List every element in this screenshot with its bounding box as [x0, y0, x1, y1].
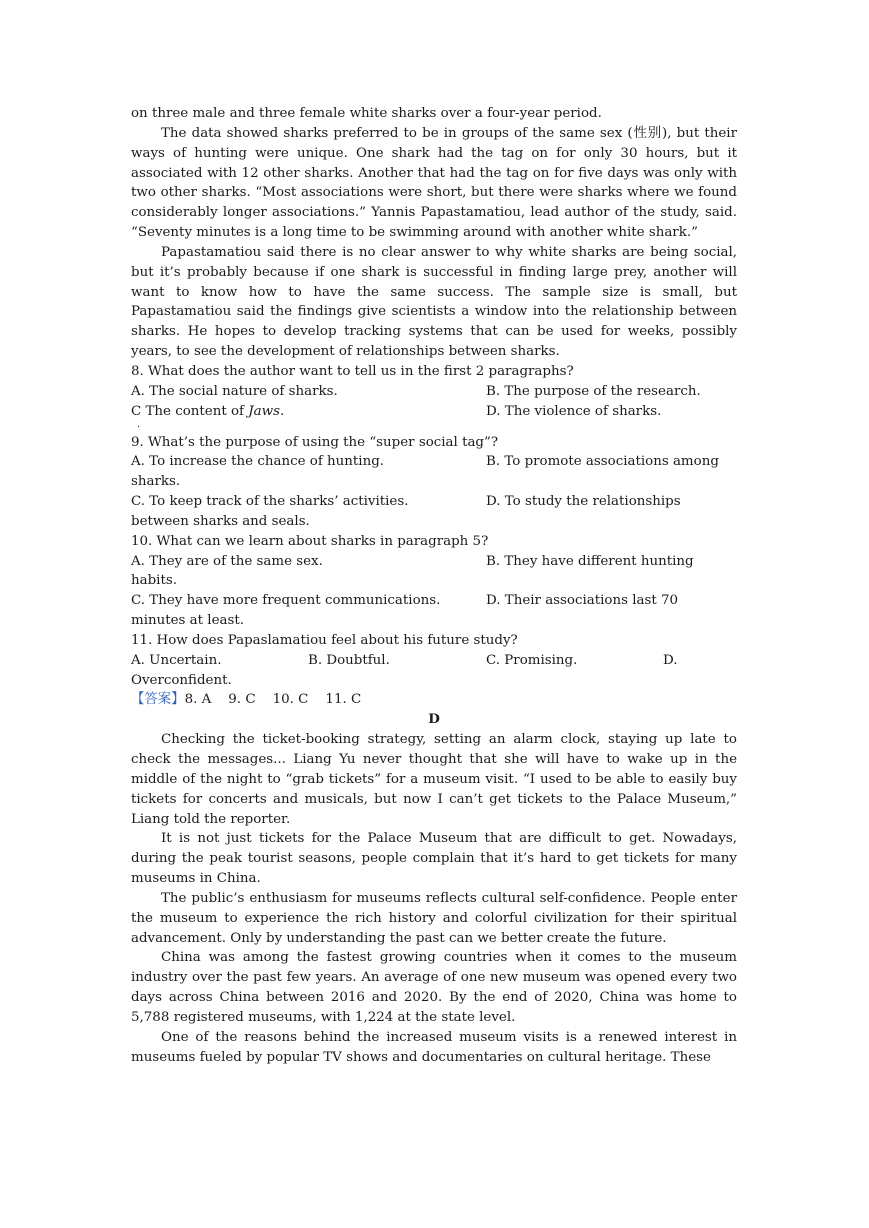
passage-d-paragraph: China was among the fastest growing countries when it comes to the museum industry over the past few years. An average of one new museum was opened every two days across China between 2016 and 2020. By the end of 2020, China was home to 5,788 registered museums, with 1,224 at the state level.: [131, 950, 737, 1025]
passage-c-continuation-line: on three male and three female white sharks over a four-year period.: [131, 106, 602, 121]
question-9-stem: 9. What’s the purpose of using the “super social tag”?: [131, 434, 499, 450]
question-11-stem: 11. How does Papaslamatiou feel about his future study?: [131, 632, 518, 648]
question-8-option-c: C The content of Jaws.: [131, 403, 285, 419]
passage-c-paragraph: Papastamatiou said there is no clear answer to why white sharks are being social, but it’s probably because if one shark is successful in finding large prey, another will want to know how to have the same success. The sample size is small, but Papastamatiou said the findings give scientists a window into the relationship between sharks. He hopes to develop tracking systems that can be used for weeks, possibly years, to see the development of relationships between sharks.: [131, 244, 737, 360]
question-8-stem: 8. What does the author want to tell us in the first 2 paragraphs?: [131, 363, 574, 379]
question-8-option-d: D. The violence of sharks.: [486, 403, 662, 419]
question-9-option-a: A. To increase the chance of hunting.: [131, 454, 385, 470]
question-11-option-c: C. Promising.: [486, 652, 578, 668]
stray-dot-mark: ·: [137, 421, 141, 433]
answer-key: [131, 690, 737, 710]
question-10-stem: 10. What can we learn about sharks in paragraph 5?: [131, 533, 489, 549]
question-10-options-row-2: [131, 591, 737, 611]
question-9-options-row-2: [131, 492, 737, 512]
document-page: [131, 104, 737, 1068]
question-11-option-b: B. Doubtful.: [308, 652, 390, 668]
question-9-option-d: D. To study the relationships: [486, 494, 681, 510]
question-9-option-b: B. To promote associations among: [486, 454, 719, 470]
question-8-options-row-2: [131, 402, 737, 422]
question-10-options-row-1: [131, 552, 737, 572]
passage-d-paragraph: It is not just tickets for the Palace Museum that are difficult to get. Nowadays, during the peak tourist seasons, people complain that it’s hard to get tickets for many museums in China.: [131, 831, 737, 887]
passage-d-paragraph: Checking the ticket-booking strategy, setting an alarm clock, staying up late to check the messages... Liang Yu never thought that she will have to wake up in the middle of the night to “grab tickets” for a museum visit. “I used to be able to easily buy tickets for concerts and musicals, but now I can’t get tickets to the Palace Museum,” Liang told the reporter.: [131, 732, 737, 827]
passage-d-paragraph: The public’s enthusiasm for museums reflects cultural self-confidence. People enter the museum to experience the rich history and colorful civilization for their spiritual advancement. Only by understanding the past can we better create the future.: [131, 890, 737, 946]
question-8-option-b: B. The purpose of the research.: [486, 383, 701, 399]
question-10-option-a: A. They are of the same sex.: [131, 553, 323, 569]
question-8-options-row-1: [131, 382, 737, 402]
passage-c-paragraph: The data showed sharks preferred to be in groups of the same sex (性别), but their ways of hunting were unique. One shark had the tag on for only 30 hours, but it associated with 12 other sharks. Another that had the tag on for five days was only with two other sharks. “Most associations were short, but there were sharks where we found considerably longer associations.” Yannis Papastamatiou, lead author of the study, said. “Seventy minutes is a long time to be swimming around with another white shark.”: [131, 125, 737, 241]
question-9-option-d-wrap: between sharks and seals.: [131, 513, 310, 529]
question-8-option-a: A. The social nature of sharks.: [131, 383, 338, 399]
question-9-options-row-1: [131, 452, 737, 472]
question-10-option-b-wrap: habits.: [131, 573, 177, 589]
question-10-option-c: C. They have more frequent communications.: [131, 593, 441, 609]
answer-label: 【答案】: [131, 692, 185, 708]
answer-text: 8. A 9. C 10. C 11. C: [184, 692, 362, 708]
passage-d-heading: D: [428, 711, 440, 728]
question-11-option-a: A. Uncertain.: [131, 652, 222, 668]
question-10-option-d: D. Their associations last 70: [486, 593, 679, 609]
question-11-option-d-wrap: Overconfident.: [131, 672, 232, 688]
question-10-option-d-wrap: minutes at least.: [131, 613, 244, 629]
passage-d-paragraph: One of the reasons behind the increased museum visits is a renewed interest in museums fueled by popular TV shows and documentaries on cultural heritage. These: [131, 1029, 737, 1065]
question-9-option-c: C. To keep track of the sharks’ activities.: [131, 494, 409, 510]
question-9-option-b-wrap: sharks.: [131, 474, 181, 490]
question-11-options-row: [131, 651, 737, 671]
jaws-title: Jaws: [248, 403, 280, 419]
question-11-option-d: D.: [663, 652, 678, 668]
question-10-option-b: B. They have different hunting: [486, 553, 694, 569]
